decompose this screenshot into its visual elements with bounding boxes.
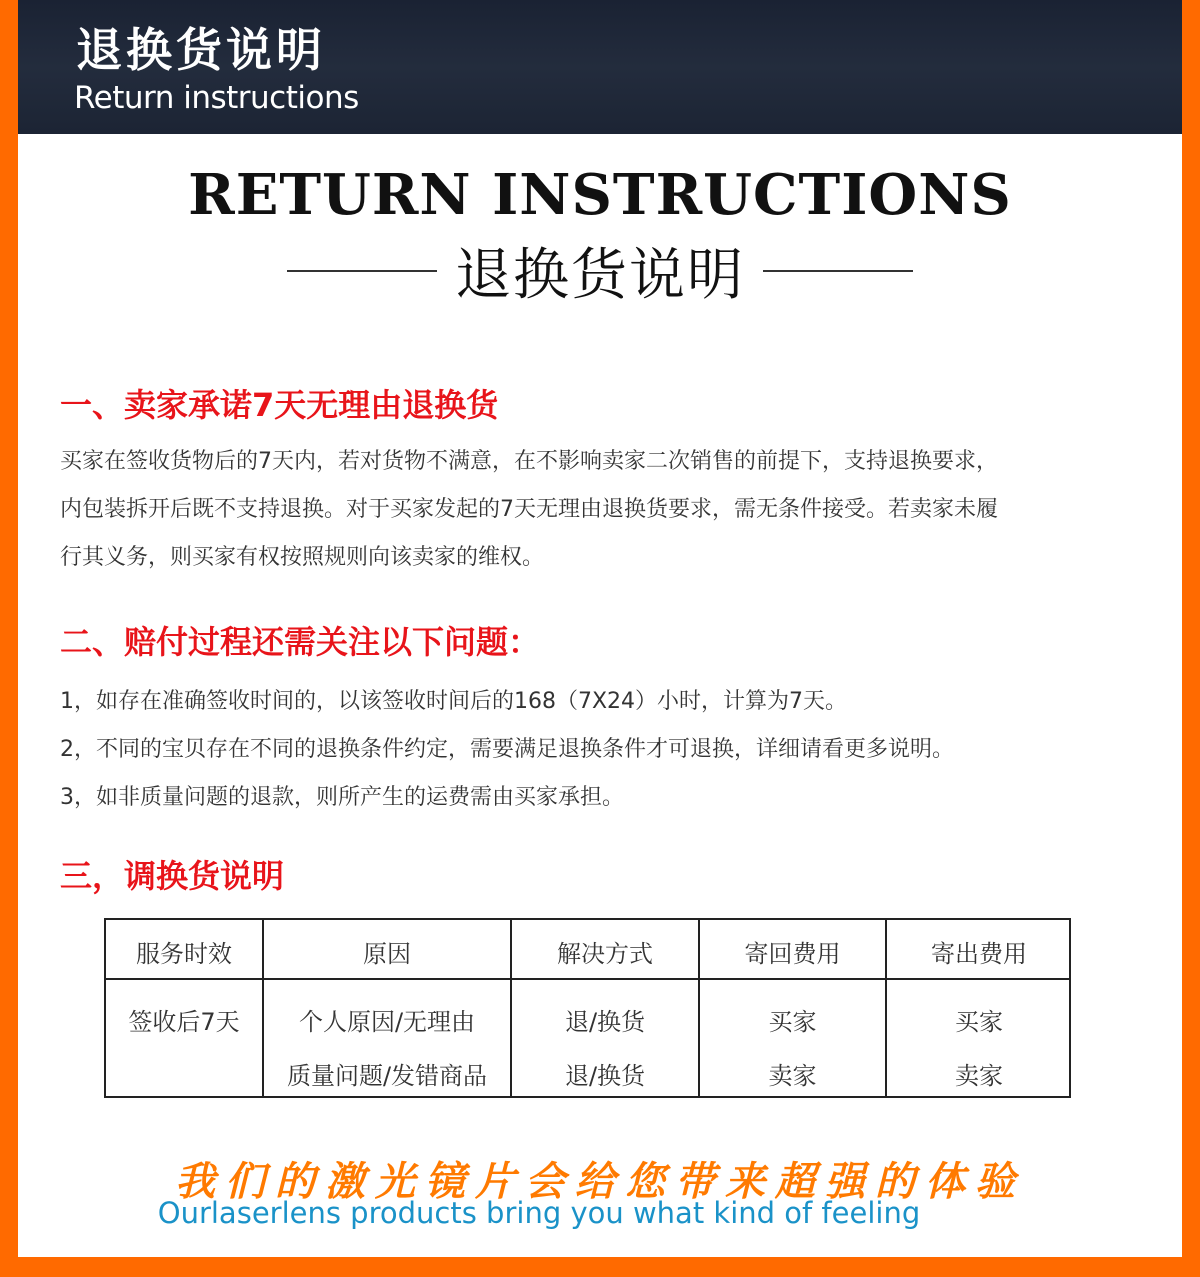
header-title-cn: 退换货说明 (76, 23, 326, 77)
slogan-cn: 我们的激光镜片会给您带来超强的体验 (175, 1159, 1025, 1205)
header-title-en: Return instructions (74, 80, 359, 116)
section3-title: 三，调换货说明 (60, 857, 285, 895)
table-cell-period: 签收后7天 (128, 1008, 240, 1036)
table-cell-solution: 退/换货 (564, 1062, 646, 1090)
title-divider-right (763, 270, 913, 272)
table-header-cell: 解决方式 (557, 940, 653, 968)
table-cell-return-fee: 卖家 (768, 1062, 817, 1090)
section2-item-3: 3，如非质量问题的退款，则所产生的运费需由买家承担。 (60, 785, 624, 810)
section2-item-2: 2，不同的宝贝存在不同的退换条件约定，需要满足退换条件才可退换，详细请看更多说明。 (60, 737, 955, 762)
table-cell-send-fee: 卖家 (955, 1062, 1003, 1090)
exchange-table (104, 918, 1071, 1098)
table-header-cell: 原因 (363, 940, 411, 968)
table-cell-solution: 退/换货 (564, 1008, 646, 1036)
slogan-en: Ourlaserlens products bring you what kind of feeling (157, 1196, 921, 1230)
page-frame (18, 0, 1182, 1257)
section1-line-3: 行其义务，则买家有权按照规则向该卖家的维权。 (60, 545, 545, 570)
table-header-cell: 服务时效 (136, 940, 232, 968)
header-banner (18, 0, 1182, 134)
table-header-cell: 寄出费用 (931, 940, 1027, 968)
table-cell-send-fee: 买家 (955, 1008, 1003, 1036)
section2-item-1: 1，如存在准确签收时间的，以该签收时间后的168（7X24）小时，计算为7天。 (60, 689, 848, 714)
section1-line-2: 内包装拆开后既不支持退换。对于买家发起的7天无理由退换货要求，需无条件接受。若卖家未履 (60, 497, 999, 522)
section2-title: 二、赔付过程还需关注以下问题： (60, 623, 541, 661)
table-cell-reason: 质量问题/发错商品 (286, 1062, 488, 1090)
section1-line-1: 买家在签收货物后的7天内，若对货物不满意，在不影响卖家二次销售的前提下，支持退换要求， (60, 449, 999, 474)
section1-title: 一、卖家承诺7天无理由退换货 (60, 386, 499, 424)
table-header-cell: 寄回费用 (744, 940, 841, 968)
table-cell-return-fee: 买家 (768, 1008, 817, 1036)
main-title-en: RETURN INSTRUCTIONS (188, 162, 1012, 228)
main-title-cn-row (18, 236, 1182, 306)
title-divider-left (287, 270, 437, 272)
table-cell-reason: 个人原因/无理由 (298, 1008, 476, 1036)
main-title-cn: 退换货说明 (455, 243, 745, 308)
